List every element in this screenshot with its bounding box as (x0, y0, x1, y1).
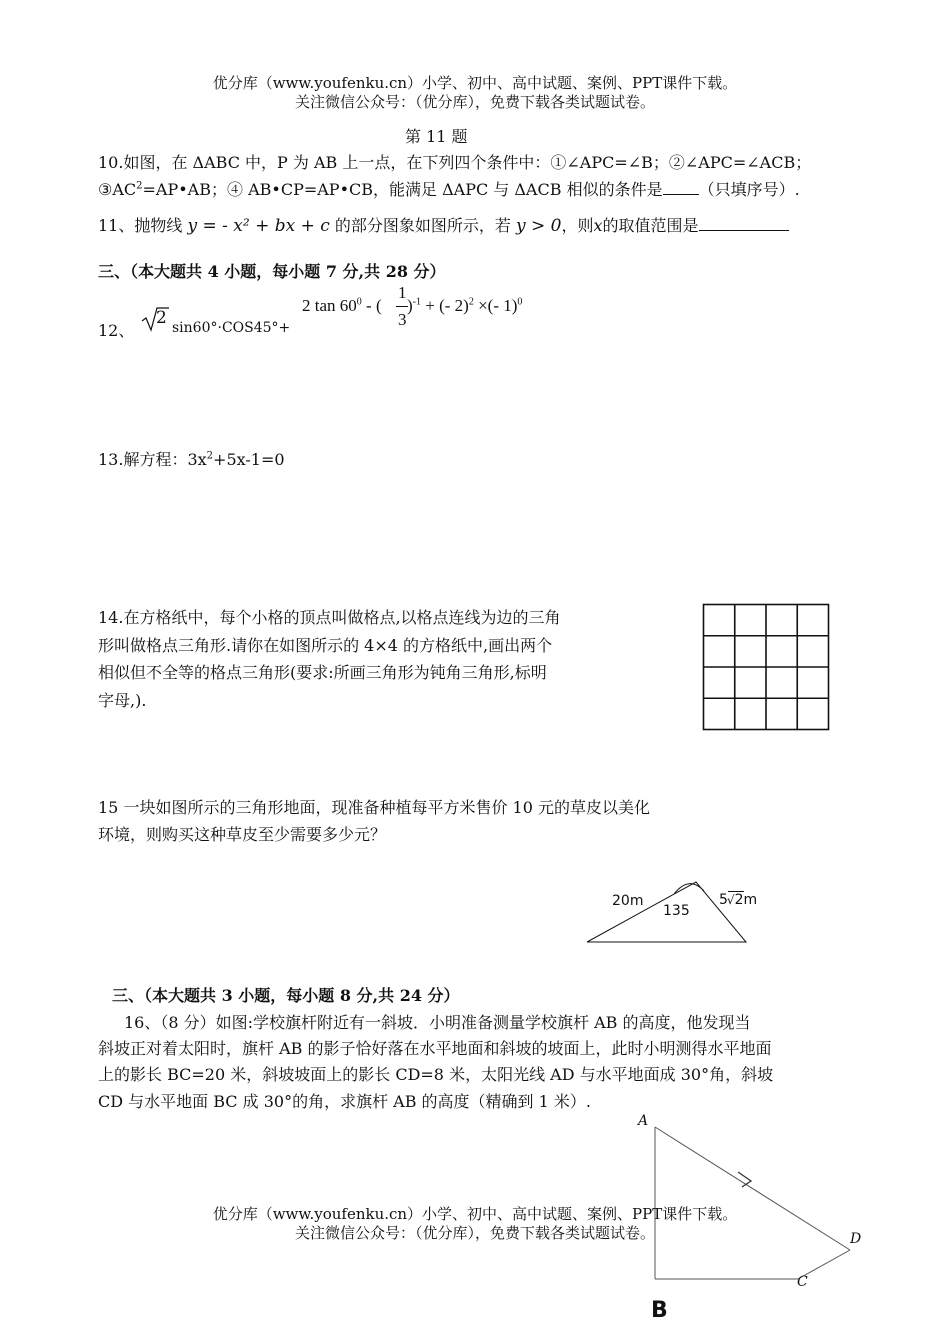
header-line-1: 优分库（www.youfenku.cn）小学、初中、高中试题、案例、PPT课件下载。 (212, 74, 738, 92)
q12-degree-exponent: 0 (356, 296, 362, 308)
footer-line-1: 优分库（www.youfenku.cn）小学、初中、高中试题、案例、PPT课件下载。 (212, 1205, 738, 1223)
q12-fraction-numerator: 1 (398, 283, 407, 302)
q13-equation (98, 447, 285, 470)
q11-variable: x (593, 216, 603, 235)
q14-line-1: 14.在方格纸中，每个小格的顶点叫做格点,以格点连线为边的三角 (98, 608, 561, 627)
q11-figure-caption: 第 11 题 (405, 127, 468, 146)
q12-neg2-term: + (- 2) (425, 296, 469, 315)
q13-suffix: +5x-1=0 (213, 450, 285, 469)
footer-line-2: 关注微信公众号：（优分库），免费下载各类试题试卷。 (294, 1224, 655, 1242)
q11-prefix: 11、抛物线 (98, 216, 183, 235)
q14-line-4: 字母,). (98, 691, 147, 710)
q16-line-1: 16、（8 分）如图:学校旗杆附近有一斜坡．小明准备测量学校旗杆 AB 的高度，他发现当 (124, 1013, 751, 1032)
label-A: A (638, 1113, 649, 1129)
q16-line-4: CD 与水平地面 BC 成 30°的角，求旗杆 AB 的高度（精确到 1 米）. (98, 1092, 591, 1111)
q14-line-2: 形叫做格点三角形.请你在如图所示的 4×4 的方格纸中,画出两个 (98, 636, 553, 655)
q10-ac-exponent: 2 (136, 180, 143, 192)
q12-sqrt-argument: 2 (156, 308, 167, 328)
triangle-angle-135: 135 (663, 903, 690, 919)
q10-condition-text: =AP•AB；④ AB•CP=AP•CB，能满足 ΔAPC 与 ΔACB 相似的条件是 (142, 180, 663, 199)
q12-expression: 2 $\tan 60^0$ - ( 1 3 (302, 283, 407, 329)
q16-line-3: 上的影长 BC=20 米，斜坡坡面上的影长 CD=8 米，太阳光线 AD 与水平地面成 30°角，斜坡 (98, 1065, 774, 1084)
label-D: D (850, 1231, 862, 1247)
q13-prefix: 13.解方程：3x (98, 450, 207, 469)
section-heading-1: 三、（本大题共 4 小题，每小题 7 分,共 28 分） (98, 262, 446, 281)
section-heading-2: 三、（本大题共 3 小题，每小题 8 分,共 24 分） (112, 986, 460, 1005)
q10-line-2 (98, 177, 800, 200)
label-B: B (651, 1298, 668, 1323)
q12-expression-tail: )$^{-1}$ + (- 2)$^2$ ×(- 1)$^0$ (407, 296, 523, 315)
side-unit: m (743, 892, 758, 908)
q10-line-1: 10.如图，在 ΔABC 中，P 为 AB 上一点，在下列四个条件中：①∠APC=∠B；②∠APC=∠ACB； (98, 153, 812, 172)
q12-prefix: 12、 (98, 321, 135, 340)
side-coefficient: 5 (719, 892, 728, 908)
q14-line-3: 相似但不全等的格点三角形(要求:所画三角形为钝角三角形,标明 (98, 663, 547, 682)
q12-minus: - (366, 296, 372, 315)
q11-condition: y > 0 (515, 216, 562, 236)
q16-line-2: 斜坡正对着太阳时，旗杆 AB 的影子恰好落在水平地面和斜坡的坡面上，此时小明测得水平地面 (98, 1039, 772, 1058)
q11-suffix: 的取值范围是 (602, 216, 699, 235)
triangle-side-5root2m (719, 892, 757, 908)
q12-fraction-denominator: 3 (398, 310, 407, 329)
header-line-2: 关注微信公众号：（优分库），免费下载各类试题试卷。 (294, 93, 655, 111)
triangle-side-20m: 20m (612, 893, 644, 909)
q11-parabola-formula: y = - x² + bx + c (187, 216, 330, 236)
q10-ac-text: ③AC (98, 180, 137, 199)
q12-trig-text: sin60°·COS45°+ (172, 320, 291, 336)
q10-hint-text: （只填序号）. (698, 180, 800, 199)
q11-answer-blank[interactable] (699, 230, 789, 231)
q12-square-exponent: 2 (468, 296, 474, 308)
q12-neg1-exponent: -1 (412, 296, 422, 308)
q15-line-1: 15 一块如图所示的三角形地面，现准备种植每平方米售价 10 元的草皮以美化 (98, 798, 650, 817)
q15-line-2: 环境，则购买这种草皮至少需要多少元？ (98, 825, 387, 844)
side-sqrt-arg: √2 (726, 892, 744, 908)
q10-answer-blank[interactable] (663, 194, 699, 195)
q11-line (98, 213, 789, 236)
q12-neg1-term: ×(- 1) (478, 296, 518, 315)
q12-tan-term: 2 tan 60 (302, 296, 357, 315)
q11-middle-text: 的部分图象如图所示，若 (334, 216, 511, 235)
label-C: C (797, 1274, 808, 1290)
q13-exponent: 2 (206, 450, 214, 462)
q12-zero-exponent: 0 (517, 296, 523, 308)
q11-comma: ，则 (561, 216, 594, 235)
grid-4x4 (702, 603, 832, 733)
